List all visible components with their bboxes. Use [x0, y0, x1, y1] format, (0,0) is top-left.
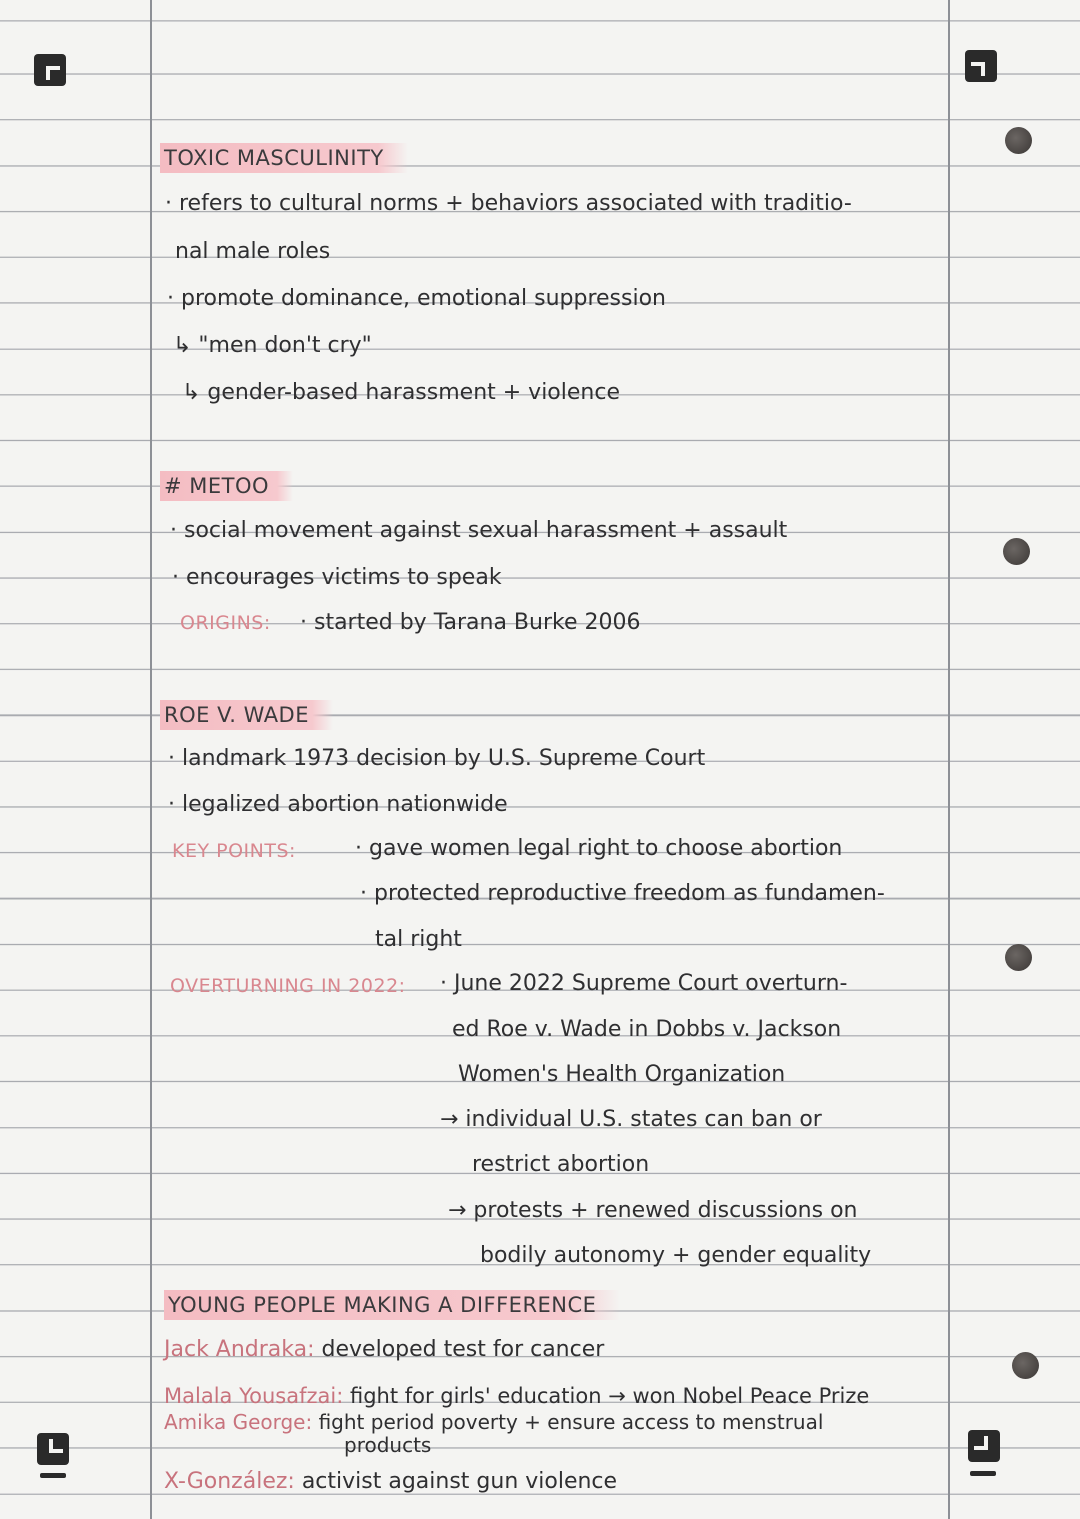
heading-toxic-masculinity: TOXIC MASCULINITY — [160, 143, 408, 173]
punch-hole-icon — [1005, 944, 1032, 971]
note-line: · legalized abortion nationwide — [168, 792, 508, 817]
person-name: Malala Yousafzai: — [164, 1384, 344, 1408]
punch-hole-icon — [1005, 127, 1032, 154]
punch-hole-icon — [1003, 538, 1030, 565]
note-line: · June 2022 Supreme Court overturn- — [440, 971, 848, 996]
note-line: · gave women legal right to choose abortion — [355, 836, 843, 861]
person-name: Jack Andraka: — [164, 1337, 315, 1362]
person-text: activist against gun violence — [301, 1469, 618, 1494]
note-line: restrict abortion — [472, 1152, 650, 1177]
person-text: fight for girls' education → won Nobel Peace Prize — [349, 1384, 870, 1408]
person-entry — [164, 1467, 617, 1497]
corner-bracket-icon — [34, 54, 66, 86]
note-line: · refers to cultural norms + behaviors associated with traditio- — [165, 191, 852, 216]
person-text: products — [344, 1433, 432, 1457]
person-text: developed test for cancer — [321, 1337, 605, 1362]
marker-dash-icon — [40, 1473, 66, 1478]
note-line: tal right — [375, 927, 462, 952]
label-origins: ORIGINS: — [180, 612, 271, 634]
corner-bracket-icon — [37, 1433, 69, 1465]
person-entry — [164, 1407, 823, 1437]
heading-young-people: YOUNG PEOPLE MAKING A DIFFERENCE — [164, 1290, 620, 1320]
note-line: · landmark 1973 decision by U.S. Supreme Court — [168, 746, 706, 771]
person-entry — [164, 1335, 604, 1365]
note-line: nal male roles — [175, 239, 331, 264]
person-name: X-González: — [164, 1469, 295, 1494]
person-text: fight period poverty + ensure access to menstrual — [318, 1410, 824, 1434]
left-margin-line — [150, 0, 152, 1519]
punch-hole-icon — [1012, 1352, 1039, 1379]
label-overturning: OVERTURNING IN 2022: — [170, 975, 406, 997]
note-line: · protected reproductive freedom as fundamen- — [360, 881, 885, 906]
label-key-points: KEY POINTS: — [172, 840, 296, 862]
note-line: ↳ "men don't cry" — [173, 333, 372, 358]
note-line: ed Roe v. Wade in Dobbs v. Jackson — [452, 1017, 842, 1042]
note-line: ↳ gender-based harassment + violence — [182, 380, 620, 405]
note-line: · social movement against sexual harassment + assault — [170, 518, 788, 543]
person-name: Amika George: — [164, 1410, 313, 1434]
note-line: → individual U.S. states can ban or — [440, 1107, 822, 1132]
note-line: bodily autonomy + gender equality — [480, 1243, 872, 1268]
note-line: · started by Tarana Burke 2006 — [300, 610, 641, 635]
right-margin-line — [948, 0, 950, 1519]
heading-metoo: # METOO — [160, 471, 293, 501]
heading-roe-v-wade: ROE V. WADE — [160, 700, 333, 730]
marker-dash-icon — [970, 1471, 996, 1476]
note-line: Women's Health Organization — [458, 1062, 786, 1087]
person-entry — [344, 1430, 431, 1460]
note-line: · promote dominance, emotional suppression — [167, 286, 666, 311]
note-line: · encourages victims to speak — [172, 565, 502, 590]
corner-bracket-icon — [968, 1430, 1000, 1462]
corner-bracket-icon — [965, 50, 997, 82]
note-line: → protests + renewed discussions on — [448, 1198, 858, 1223]
